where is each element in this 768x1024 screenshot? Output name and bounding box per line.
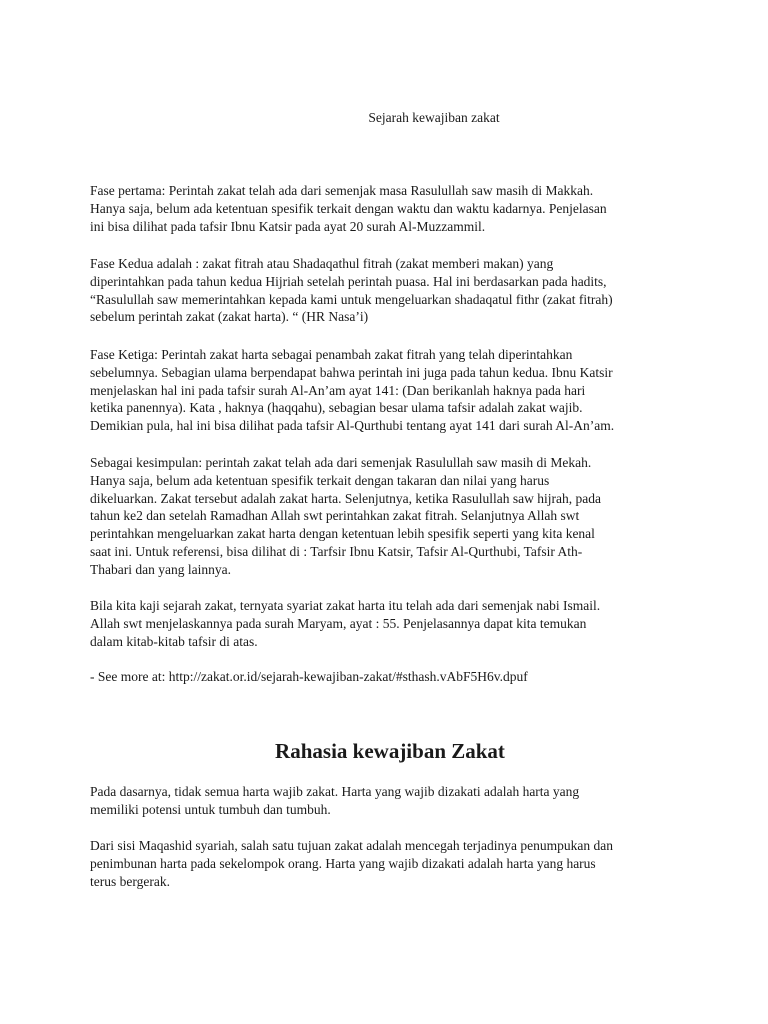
paragraph: Dari sisi Maqashid syariah, salah satu tujuan zakat adalah mencegah terjadinya penumpukan dan penimbunan harta pada sekelompok orang. Harta yang wajib dizakati adalah harta yang harus terus bergerak. bbox=[90, 838, 613, 889]
paragraph-sejarah-zakat bbox=[90, 597, 690, 650]
source-link: - See more at: http://zakat.or.id/sejarah-kewajiban-zakat/#sthash.vAbF5H6v.dpuf bbox=[90, 669, 528, 684]
paragraph-fase-ketiga bbox=[90, 346, 690, 435]
paragraph-fase-pertama bbox=[90, 182, 690, 235]
paragraph-pada-dasarnya bbox=[90, 783, 690, 819]
paragraph: Fase Kedua adalah : zakat fitrah atau Shadaqathul fitrah (zakat memberi makan) yang diperintahkan pada tahun kedua Hijriah setelah perintah puasa. Hal ini berdasarkan pada hadits, “Rasulullah saw memerintahkan kepada kami untuk mengeluarkan shadaqatul fithr (zakat fitrah) sebelum perintah zakat (zakat harta). “ (HR Nasa’i) bbox=[90, 256, 613, 325]
section-title: Rahasia kewajiban Zakat bbox=[275, 739, 505, 763]
paragraph: Sebagai kesimpulan: perintah zakat telah ada dari semenjak Rasulullah saw masih di Mekah. Hanya saja, belum ada ketentuan spesifik terkait dengan takaran dan nilai yang harus dikeluarkan. Zakat tersebut adalah zakat harta. Selenjutnya, ketika Rasulullah saw hijrah, pada tahun ke2 dan setelah Ramadhan Allah swt perintahkan zakat fitrah. Selanjutnya Allah swt perintahkan mengeluarkan zakat harta dengan ketentuan lebih spesifik seperti yang kita kenal saat ini. Untuk referensi, bisa dilihat di : Tarfsir Ibnu Katsir, Tafsir Al-Qurthubi, Tafsir Ath- Thabari dan yang lainnya. bbox=[90, 455, 601, 577]
paragraph-maqashid bbox=[90, 837, 690, 890]
paragraph: Fase Ketiga: Perintah zakat harta sebagai penambah zakat fitrah yang telah diperintahkan sebelumnya. Sebagian ulama berpendapat bahwa perintah ini juga pada tahun kedua. Ibnu Katsir menjelaskan hal ini pada tafsir surah Al-An’am ayat 141: (Dan berikanlah haknya pada hari ketika panennya). Kata , haknya (haqqahu), sebagian besar ulama tafsir adalah zakat wajib. Demikian pula, hal ini bisa dilihat pada tafsir Al-Qurthubi tentang ayat 141 dari surah Al-An’am. bbox=[90, 347, 615, 434]
paragraph: Pada dasarnya, tidak semua harta wajib zakat. Harta yang wajib dizakati adalah harta yang memiliki potensi untuk tumbuh dan tumbuh. bbox=[90, 784, 580, 817]
paragraph-fase-kedua bbox=[90, 255, 690, 326]
paragraph: Fase pertama: Perintah zakat telah ada dari semenjak masa Rasulullah saw masih di Makkah. Hanya saja, belum ada ketentuan spesifik terkait dengan waktu dan waktu kadarnya. Penjelasan ini bisa dilihat pada tafsir Ibnu Katsir pada ayat 20 surah Al-Muzzammil. bbox=[90, 183, 607, 234]
paragraph: Bila kita kaji sejarah zakat, ternyata syariat zakat harta itu telah ada dari semenjak nabi Ismail. Allah swt menjelaskannya pada surah Maryam, ayat : 55. Penjelasannya dapat kita temukan dalam kitab-kitab tafsir di atas. bbox=[90, 598, 601, 649]
section-rahasia bbox=[90, 738, 690, 764]
paragraph-kesimpulan bbox=[90, 454, 690, 579]
document-title: Sejarah kewajiban zakat bbox=[368, 110, 500, 125]
source-link-paragraph bbox=[90, 668, 690, 686]
